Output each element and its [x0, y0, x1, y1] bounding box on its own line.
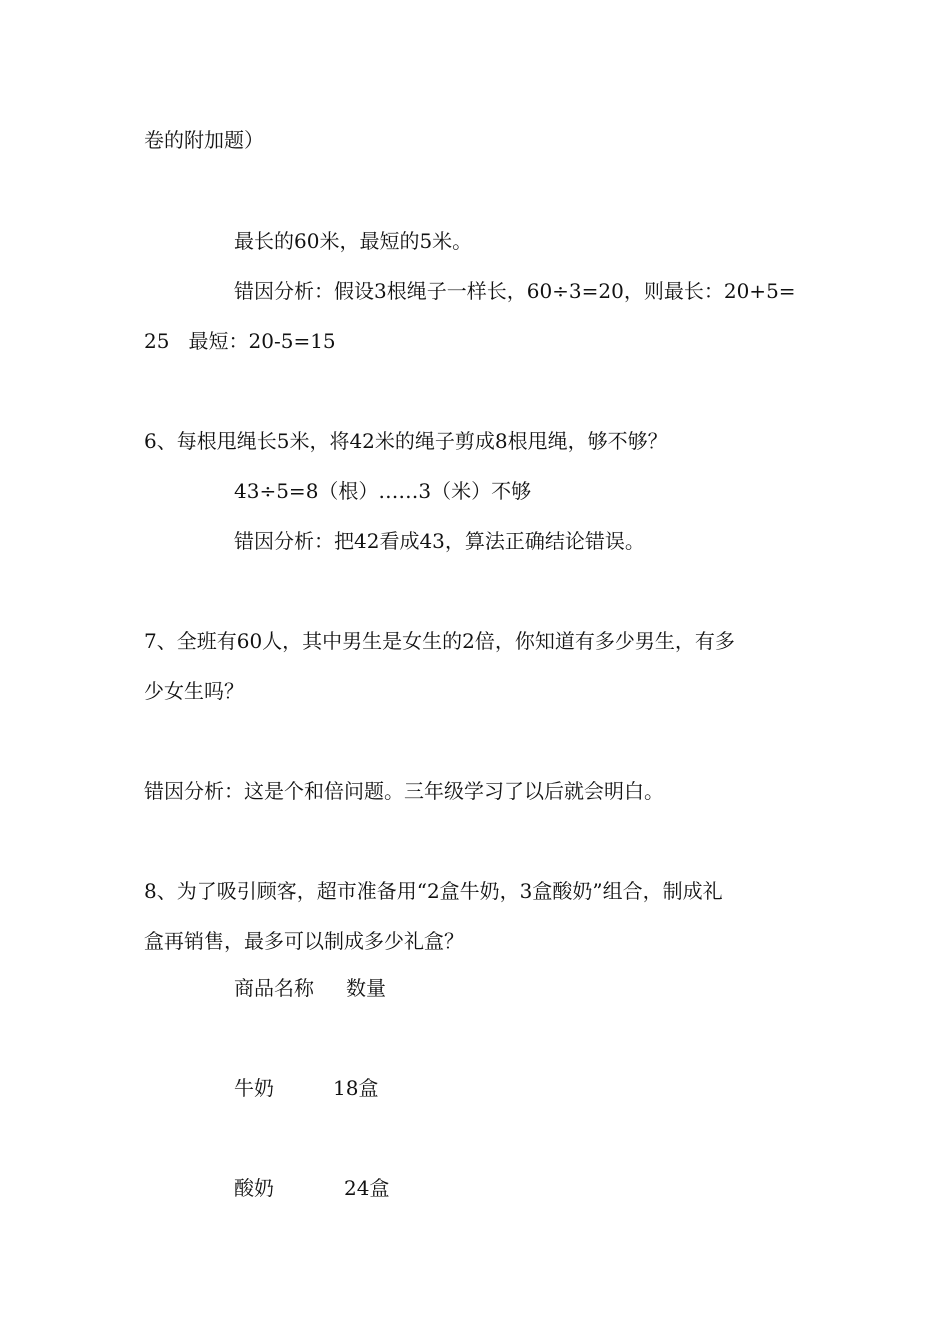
table-row-qty: 18盒 — [333, 1076, 379, 1100]
question-7-continued: 少女生吗？ — [144, 679, 244, 703]
table-header-name: 商品名称 — [234, 976, 314, 1000]
question-7: 7、全班有60人，其中男生是女生的2倍，你知道有多少男生，有多 — [144, 629, 735, 653]
error-analysis-line: 错因分析：这是个和倍问题。三年级学习了以后就会明白。 — [144, 779, 664, 803]
error-analysis-line: 错因分析：把42看成43，算法正确结论错误。 — [234, 529, 645, 553]
table-row-name: 牛奶 — [234, 1076, 274, 1100]
question-6: 6、每根甩绳长5米，将42米的绳子剪成8根甩绳，够不够？ — [144, 429, 668, 453]
text-line: 25 最短：20-5=15 — [144, 329, 336, 353]
answer-line: 43÷5=8（根）……3（米）不够 — [234, 479, 532, 503]
table-row-name: 酸奶 — [234, 1176, 274, 1200]
question-8-continued: 盒再销售，最多可以制成多少礼盒？ — [144, 929, 464, 953]
table-row-qty: 24盒 — [344, 1176, 390, 1200]
table-header-qty: 数量 — [346, 976, 386, 1000]
text-line: 卷的附加题） — [144, 128, 264, 152]
question-8: 8、为了吸引顾客，超市准备用“2盒牛奶，3盒酸奶”组合，制成礼 — [144, 879, 723, 903]
answer-line: 最长的60米，最短的5米。 — [234, 229, 473, 253]
error-analysis-line: 错因分析：假设3根绳子一样长，60÷3=20，则最长：20+5= — [234, 279, 796, 303]
